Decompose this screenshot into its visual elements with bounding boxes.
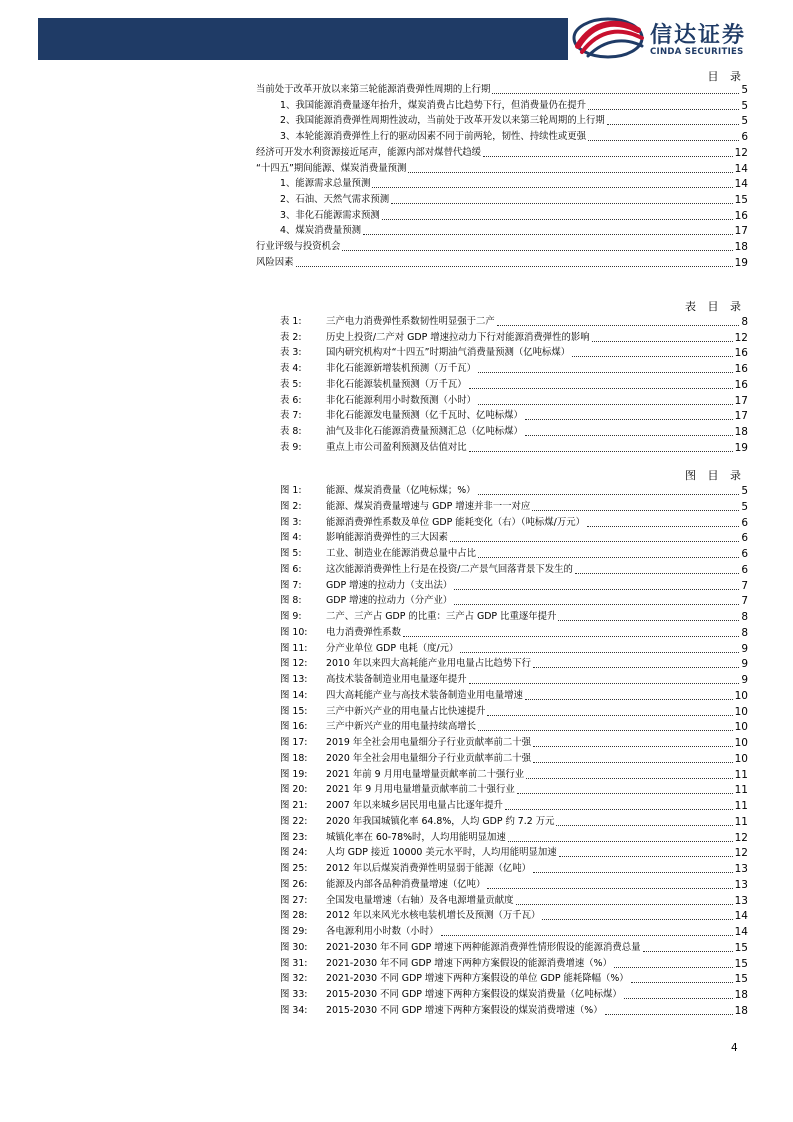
leader-dots bbox=[588, 109, 739, 110]
toc-entry[interactable] bbox=[280, 99, 748, 113]
entry-label: 非化石能源装机量预测（万千瓦） bbox=[326, 378, 467, 390]
tables-entry[interactable] bbox=[280, 378, 748, 392]
entry-label: “十四五”期间能源、煤炭消费量预测 bbox=[256, 162, 407, 174]
leader-dots bbox=[408, 172, 732, 173]
entry-label: 经济可开发水利资源接近尾声，能源内部对煤替代趋缓 bbox=[256, 146, 482, 158]
leader-dots bbox=[533, 872, 733, 873]
figures-entry[interactable] bbox=[280, 657, 748, 671]
tables-entry[interactable] bbox=[280, 362, 748, 376]
figures-entry[interactable] bbox=[280, 862, 748, 876]
entry-label: 2020 年我国城镇化率 64.8%，人均 GDP 约 7.2 万元 bbox=[326, 815, 555, 827]
leader-dots bbox=[469, 451, 733, 452]
entry-prefix: 表 8: bbox=[280, 425, 302, 437]
entry-prefix: 表 9: bbox=[280, 441, 302, 453]
entry-page-number: 19 bbox=[734, 256, 748, 269]
entry-label: 这次能源消费弹性上行是在投资/二产景气回落背景下发生的 bbox=[326, 563, 573, 575]
entry-page-number: 9 bbox=[741, 658, 748, 671]
figures-title: 图 目 录 bbox=[685, 469, 745, 482]
tables-entry[interactable] bbox=[280, 331, 748, 345]
entry-label: GDP 增速的拉动力（支出法） bbox=[326, 579, 453, 591]
leader-dots bbox=[526, 778, 732, 779]
toc-entry[interactable] bbox=[256, 240, 748, 254]
entry-page-number: 10 bbox=[734, 752, 748, 765]
entry-page-number: 5 bbox=[741, 485, 748, 497]
figures-entry[interactable] bbox=[280, 720, 748, 734]
leader-dots bbox=[533, 667, 739, 668]
entry-page-number: 15 bbox=[734, 957, 748, 970]
leader-dots bbox=[441, 935, 733, 936]
entry-page-number: 5 bbox=[741, 115, 748, 128]
entry-page-number: 5 bbox=[741, 84, 748, 96]
entry-label: 当前处于改革开放以来第三轮能源消费弹性周期的上行期 bbox=[256, 84, 491, 95]
entry-label: 非化石能源利用小时数预测（小时） bbox=[326, 394, 477, 406]
entry-page-number: 10 bbox=[734, 705, 748, 718]
entry-prefix: 图 13: bbox=[280, 674, 308, 685]
entry-prefix: 图 24: bbox=[280, 847, 308, 859]
figures-entry[interactable] bbox=[280, 579, 748, 593]
entry-label: 能源及内部各品种消费量增速（亿吨） bbox=[326, 878, 486, 890]
toc-entry[interactable] bbox=[280, 224, 748, 238]
entry-label: 行业评级与投资机会 bbox=[256, 241, 341, 252]
figures-entry[interactable] bbox=[280, 894, 748, 908]
entry-page-number: 6 bbox=[741, 548, 748, 560]
entry-label: 2012 年以来风光水核电装机增长及预测（万千瓦） bbox=[326, 910, 541, 922]
leader-dots bbox=[517, 793, 733, 794]
entry-label: 各电源利用小时数（小时） bbox=[326, 926, 439, 937]
entry-label: 电力消费弹性系数 bbox=[326, 626, 402, 638]
entry-page-number: 12 bbox=[734, 146, 748, 159]
entry-label: 1、能源需求总量预测 bbox=[280, 178, 371, 190]
leader-dots bbox=[469, 388, 733, 389]
leader-dots bbox=[478, 494, 740, 495]
tables-entry[interactable] bbox=[280, 409, 748, 423]
leader-dots bbox=[391, 203, 733, 204]
tables-entry[interactable] bbox=[280, 441, 748, 455]
figures-entry[interactable] bbox=[280, 594, 748, 608]
leader-dots bbox=[363, 234, 733, 235]
entry-label: 历史上投资/二产对 GDP 增速拉动力下行对能源消费弹性的影响 bbox=[326, 331, 590, 343]
entry-page-number: 11 bbox=[734, 815, 748, 828]
leader-dots bbox=[454, 604, 739, 605]
leader-dots bbox=[508, 841, 733, 842]
figures-entry[interactable] bbox=[280, 547, 748, 561]
toc-entry[interactable] bbox=[256, 256, 748, 270]
entry-label: 非化石能源新增装机预测（万千瓦） bbox=[326, 363, 477, 375]
entry-page-number: 16 bbox=[734, 378, 748, 391]
entry-label: 2015-2030 不同 GDP 增速下两种方案假设的煤炭消费增速（%） bbox=[326, 1004, 603, 1016]
entry-label: 二产、三产占 GDP 的比重：三产占 GDP 比重逐年提升 bbox=[326, 611, 557, 622]
entry-prefix: 图 6: bbox=[280, 563, 302, 575]
entry-label: 人均 GDP 接近 10000 美元水平时，人均用能明显加速 bbox=[326, 847, 557, 859]
leader-dots bbox=[532, 510, 739, 511]
entry-prefix: 表 5: bbox=[280, 378, 302, 390]
tables-entry[interactable] bbox=[280, 315, 748, 329]
leader-dots bbox=[372, 187, 732, 188]
leader-dots bbox=[525, 699, 733, 700]
header-banner bbox=[38, 18, 568, 60]
entry-prefix: 图 34: bbox=[280, 1004, 308, 1016]
entry-page-number: 11 bbox=[734, 784, 748, 797]
figures-entry[interactable] bbox=[280, 642, 748, 656]
entry-prefix: 表 7: bbox=[280, 410, 302, 422]
entry-page-number: 18 bbox=[734, 1004, 748, 1017]
entry-page-number: 7 bbox=[741, 595, 748, 608]
entry-page-number: 8 bbox=[741, 626, 748, 639]
figures-entry[interactable] bbox=[280, 846, 748, 860]
entry-label: 国内研究机构对“十四五”时期油气消费量预测（亿吨标煤） bbox=[326, 347, 571, 359]
figures-entry[interactable] bbox=[280, 705, 748, 719]
leader-dots bbox=[631, 982, 733, 983]
figures-entry[interactable] bbox=[280, 815, 748, 829]
entry-label: 2007 年以来城乡居民用电量占比逐年提升 bbox=[326, 800, 503, 811]
entry-prefix: 图 3: bbox=[280, 516, 302, 528]
figures-entry[interactable] bbox=[280, 783, 748, 797]
toc-title: 目 录 bbox=[707, 70, 745, 83]
entry-page-number: 15 bbox=[734, 941, 748, 954]
leader-dots bbox=[342, 250, 732, 251]
leader-dots bbox=[525, 435, 733, 436]
logo-english-name: CINDA SECURITIES bbox=[650, 47, 744, 57]
toc-entry[interactable] bbox=[280, 177, 748, 191]
figures-entry[interactable] bbox=[280, 768, 748, 782]
toc-entry[interactable] bbox=[280, 193, 748, 207]
entry-page-number: 13 bbox=[734, 894, 748, 907]
leader-dots bbox=[605, 1014, 733, 1015]
entry-label: 2019 年全社会用电量细分子行业贡献率前二十强 bbox=[326, 737, 531, 748]
entry-label: 2021 年 9 月用电量增量贡献率前二十强行业 bbox=[326, 784, 515, 796]
leader-dots bbox=[558, 620, 739, 621]
entry-page-number: 6 bbox=[741, 131, 748, 144]
entry-prefix: 图 2: bbox=[280, 500, 302, 512]
toc-entry[interactable] bbox=[280, 130, 748, 144]
entry-page-number: 6 bbox=[741, 563, 748, 576]
leader-dots bbox=[450, 541, 739, 542]
entry-label: 工业、制造业在能源消费总量中占比 bbox=[326, 548, 477, 559]
figures-entry[interactable] bbox=[280, 941, 748, 955]
entry-page-number: 10 bbox=[734, 737, 748, 749]
leader-dots bbox=[516, 904, 733, 905]
entry-label: 2、我国能源消费弹性周期性波动，当前处于改革开发以来第三轮周期的上行期 bbox=[280, 115, 605, 127]
entry-page-number: 18 bbox=[734, 425, 748, 438]
entry-prefix: 表 1: bbox=[280, 316, 302, 327]
entry-label: 2010 年以来四大高耗能产业用电量占比趋势下行 bbox=[326, 658, 531, 670]
entry-page-number: 14 bbox=[734, 162, 748, 175]
figures-entry[interactable] bbox=[280, 988, 748, 1002]
entry-page-number: 15 bbox=[734, 193, 748, 206]
figures-entry[interactable] bbox=[280, 972, 748, 986]
figures-entry[interactable] bbox=[280, 925, 748, 939]
leader-dots bbox=[575, 573, 739, 574]
entry-prefix: 图 32: bbox=[280, 973, 308, 985]
entry-prefix: 图 25: bbox=[280, 863, 308, 874]
leader-dots bbox=[572, 356, 733, 357]
leader-dots bbox=[624, 998, 733, 999]
logo-chinese-name: 信达证券 bbox=[650, 23, 747, 48]
figures-entry[interactable] bbox=[280, 878, 748, 892]
entry-page-number: 10 bbox=[734, 721, 748, 734]
entry-prefix: 图 12: bbox=[280, 658, 308, 670]
entry-prefix: 图 9: bbox=[280, 611, 302, 622]
leader-dots bbox=[533, 746, 733, 747]
leader-dots bbox=[469, 683, 740, 684]
entry-prefix: 图 21: bbox=[280, 800, 308, 811]
leader-dots bbox=[382, 219, 733, 220]
tables-entry[interactable] bbox=[280, 425, 748, 439]
entry-page-number: 6 bbox=[741, 516, 748, 529]
entry-prefix: 图 23: bbox=[280, 831, 308, 843]
entry-page-number: 14 bbox=[734, 178, 748, 191]
entry-label: 2021-2030 年不同 GDP 增速下两种方案假设的能源消费增速（%） bbox=[326, 957, 612, 969]
leader-dots bbox=[483, 156, 733, 157]
leader-dots bbox=[487, 888, 732, 889]
leader-dots bbox=[478, 557, 739, 558]
leader-dots bbox=[296, 266, 733, 267]
entry-page-number: 12 bbox=[734, 831, 748, 844]
entry-prefix: 表 6: bbox=[280, 394, 302, 406]
entry-page-number: 16 bbox=[734, 347, 748, 360]
leader-dots bbox=[614, 967, 733, 968]
entry-prefix: 图 22: bbox=[280, 815, 308, 827]
figures-entry[interactable] bbox=[280, 673, 748, 687]
entry-page-number: 9 bbox=[741, 674, 748, 686]
entry-label: 2、石油、天然气需求预测 bbox=[280, 193, 390, 205]
figures-entry[interactable] bbox=[280, 752, 748, 766]
entry-page-number: 6 bbox=[741, 532, 748, 545]
entry-page-number: 8 bbox=[741, 611, 748, 623]
entry-prefix: 图 16: bbox=[280, 721, 308, 733]
leader-dots bbox=[478, 372, 733, 373]
leader-dots bbox=[478, 404, 733, 405]
entry-page-number: 14 bbox=[734, 910, 748, 923]
entry-label: 非化石能源发电量预测（亿千瓦时、亿吨标煤） bbox=[326, 410, 523, 422]
entry-prefix: 图 18: bbox=[280, 752, 308, 764]
entry-page-number: 16 bbox=[734, 363, 748, 376]
figures-entry[interactable] bbox=[280, 736, 748, 750]
leader-dots bbox=[556, 825, 732, 826]
entry-label: 三产中新兴产业的用电量持续高增长 bbox=[326, 721, 477, 733]
entry-label: 2012 年以后煤炭消费弹性明显弱于能源（亿吨） bbox=[326, 863, 531, 874]
entry-prefix: 图 15: bbox=[280, 705, 308, 717]
entry-prefix: 图 26: bbox=[280, 878, 308, 890]
entry-label: 高技术装备制造业用电量逐年提升 bbox=[326, 674, 467, 685]
entry-label: 城镇化率在 60-78%时，人均用能明显加速 bbox=[326, 831, 506, 843]
figures-entry[interactable] bbox=[280, 610, 748, 624]
entry-prefix: 图 19: bbox=[280, 768, 308, 780]
leader-dots bbox=[492, 93, 739, 94]
entry-prefix: 图 17: bbox=[280, 737, 308, 748]
figures-entry[interactable] bbox=[280, 689, 748, 703]
entry-label: 油气及非化石能源消费量预测汇总（亿吨标煤） bbox=[326, 425, 523, 437]
entry-label: 2021 年前 9 月用电量增量贡献率前二十强行业 bbox=[326, 768, 525, 780]
leader-dots bbox=[542, 919, 732, 920]
toc-entry[interactable] bbox=[256, 162, 748, 176]
entry-label: 三产电力消费弹性系数韧性明显强于二产 bbox=[326, 316, 495, 327]
entry-prefix: 图 20: bbox=[280, 784, 308, 796]
toc-entry[interactable] bbox=[280, 114, 748, 128]
leader-dots bbox=[505, 809, 733, 810]
entry-prefix: 表 3: bbox=[280, 347, 302, 359]
entry-prefix: 图 5: bbox=[280, 548, 302, 559]
entry-label: 全国发电量增速（右轴）及各电源增量贡献度 bbox=[326, 894, 514, 906]
entry-page-number: 18 bbox=[734, 241, 748, 253]
tables-entry[interactable] bbox=[280, 346, 748, 360]
entry-prefix: 图 30: bbox=[280, 941, 308, 953]
entry-label: GDP 增速的拉动力（分产业） bbox=[326, 595, 453, 607]
entry-prefix: 表 2: bbox=[280, 331, 302, 343]
entry-label: 能源、煤炭消费量增速与 GDP 增速并非一一对应 bbox=[326, 500, 531, 512]
leader-dots bbox=[588, 140, 739, 141]
leader-dots bbox=[403, 636, 739, 637]
entry-label: 四大高耗能产业与高技术装备制造业用电量增速 bbox=[326, 689, 523, 701]
entry-label: 风险因素 bbox=[256, 256, 294, 268]
tables-entry[interactable] bbox=[280, 394, 748, 408]
figures-entry[interactable] bbox=[280, 484, 748, 498]
entry-page-number: 17 bbox=[734, 225, 748, 238]
leader-dots bbox=[592, 341, 733, 342]
entry-label: 分产业单位 GDP 电耗（度/元） bbox=[326, 642, 459, 654]
entry-prefix: 图 33: bbox=[280, 989, 308, 1000]
entry-page-number: 12 bbox=[734, 331, 748, 344]
entry-page-number: 9 bbox=[741, 642, 748, 655]
entry-prefix: 图 11: bbox=[280, 642, 308, 654]
entry-page-number: 18 bbox=[734, 989, 748, 1001]
entry-label: 2021-2030 不同 GDP 增速下两种方案假设的单位 GDP 能耗降幅（%） bbox=[326, 973, 629, 985]
figures-entry[interactable] bbox=[280, 909, 748, 923]
leader-dots bbox=[497, 325, 740, 326]
entry-page-number: 7 bbox=[741, 579, 748, 592]
entry-label: 能源、煤炭消费量（亿吨标煤；%） bbox=[326, 485, 476, 496]
entry-page-number: 13 bbox=[734, 878, 748, 891]
toc-entry[interactable] bbox=[256, 146, 748, 160]
entry-page-number: 14 bbox=[734, 926, 748, 938]
leader-dots bbox=[607, 124, 740, 125]
leader-dots bbox=[460, 652, 739, 653]
entry-page-number: 5 bbox=[741, 500, 748, 513]
leader-dots bbox=[454, 589, 739, 590]
entry-page-number: 12 bbox=[734, 847, 748, 860]
company-logo bbox=[572, 14, 772, 64]
leader-dots bbox=[587, 526, 739, 527]
tables-title: 表 目 录 bbox=[685, 300, 745, 313]
entry-page-number: 11 bbox=[734, 768, 748, 781]
entry-label: 4、煤炭消费量预测 bbox=[280, 225, 361, 237]
entry-prefix: 表 4: bbox=[280, 363, 302, 375]
figures-entry[interactable] bbox=[280, 957, 748, 971]
figures-entry[interactable] bbox=[280, 799, 748, 813]
figures-entry[interactable] bbox=[280, 500, 748, 514]
entry-prefix: 图 4: bbox=[280, 532, 302, 544]
entry-label: 2020 年全社会用电量细分子行业贡献率前二十强 bbox=[326, 752, 531, 764]
entry-page-number: 8 bbox=[741, 316, 748, 328]
toc-entry[interactable] bbox=[256, 83, 748, 97]
leader-dots bbox=[533, 762, 733, 763]
entry-label: 2021-2030 年不同 GDP 增速下两种能源消费弹性情形假设的能源消费总量 bbox=[326, 941, 641, 953]
entry-label: 3、非化石能源需求预测 bbox=[280, 209, 380, 221]
entry-prefix: 图 31: bbox=[280, 957, 308, 969]
entry-label: 能源消费弹性系数及单位 GDP 能耗变化（右）（吨标煤/万元） bbox=[326, 516, 585, 528]
entry-label: 1、我国能源消费量逐年抬升，煤炭消费占比趋势下行，但消费量仍在提升 bbox=[280, 99, 586, 111]
entry-page-number: 17 bbox=[734, 394, 748, 407]
entry-page-number: 17 bbox=[734, 410, 748, 423]
entry-prefix: 图 7: bbox=[280, 579, 302, 591]
entry-page-number: 10 bbox=[734, 689, 748, 702]
entry-page-number: 5 bbox=[741, 99, 748, 112]
entry-label: 2015-2030 不同 GDP 增速下两种方案假设的煤炭消费量（亿吨标煤） bbox=[326, 989, 622, 1000]
entry-prefix: 图 10: bbox=[280, 626, 308, 638]
leader-dots bbox=[478, 730, 733, 731]
leader-dots bbox=[525, 419, 733, 420]
entry-prefix: 图 8: bbox=[280, 595, 302, 607]
figures-entry[interactable] bbox=[280, 831, 748, 845]
entry-prefix: 图 29: bbox=[280, 926, 308, 937]
entry-page-number: 13 bbox=[734, 863, 748, 875]
entry-prefix: 图 1: bbox=[280, 485, 302, 496]
entry-page-number: 19 bbox=[734, 441, 748, 454]
entry-page-number: 15 bbox=[734, 973, 748, 986]
leader-dots bbox=[643, 951, 733, 952]
toc-entry[interactable] bbox=[280, 209, 748, 223]
entry-page-number: 11 bbox=[734, 800, 748, 812]
page-number: 4 bbox=[731, 1042, 738, 1054]
entry-label: 重点上市公司盈利预测及估值对比 bbox=[326, 441, 467, 453]
figures-entry[interactable] bbox=[280, 563, 748, 577]
entry-label: 影响能源消费弹性的三大因素 bbox=[326, 532, 448, 544]
entry-prefix: 图 27: bbox=[280, 894, 308, 906]
entry-prefix: 图 28: bbox=[280, 910, 308, 922]
figures-entry[interactable] bbox=[280, 531, 748, 545]
cinda-logo-icon bbox=[572, 16, 646, 60]
figures-entry[interactable] bbox=[280, 516, 748, 530]
figures-entry[interactable] bbox=[280, 1004, 748, 1018]
entry-label: 3、本轮能源消费弹性上行的驱动因素不同于前两轮，韧性、持续性或更强 bbox=[280, 131, 586, 143]
leader-dots bbox=[487, 715, 732, 716]
entry-label: 三产中新兴产业的用电量占比快速提升 bbox=[326, 705, 486, 717]
entry-prefix: 图 14: bbox=[280, 689, 308, 701]
entry-page-number: 16 bbox=[734, 209, 748, 222]
leader-dots bbox=[559, 856, 733, 857]
figures-entry[interactable] bbox=[280, 626, 748, 640]
